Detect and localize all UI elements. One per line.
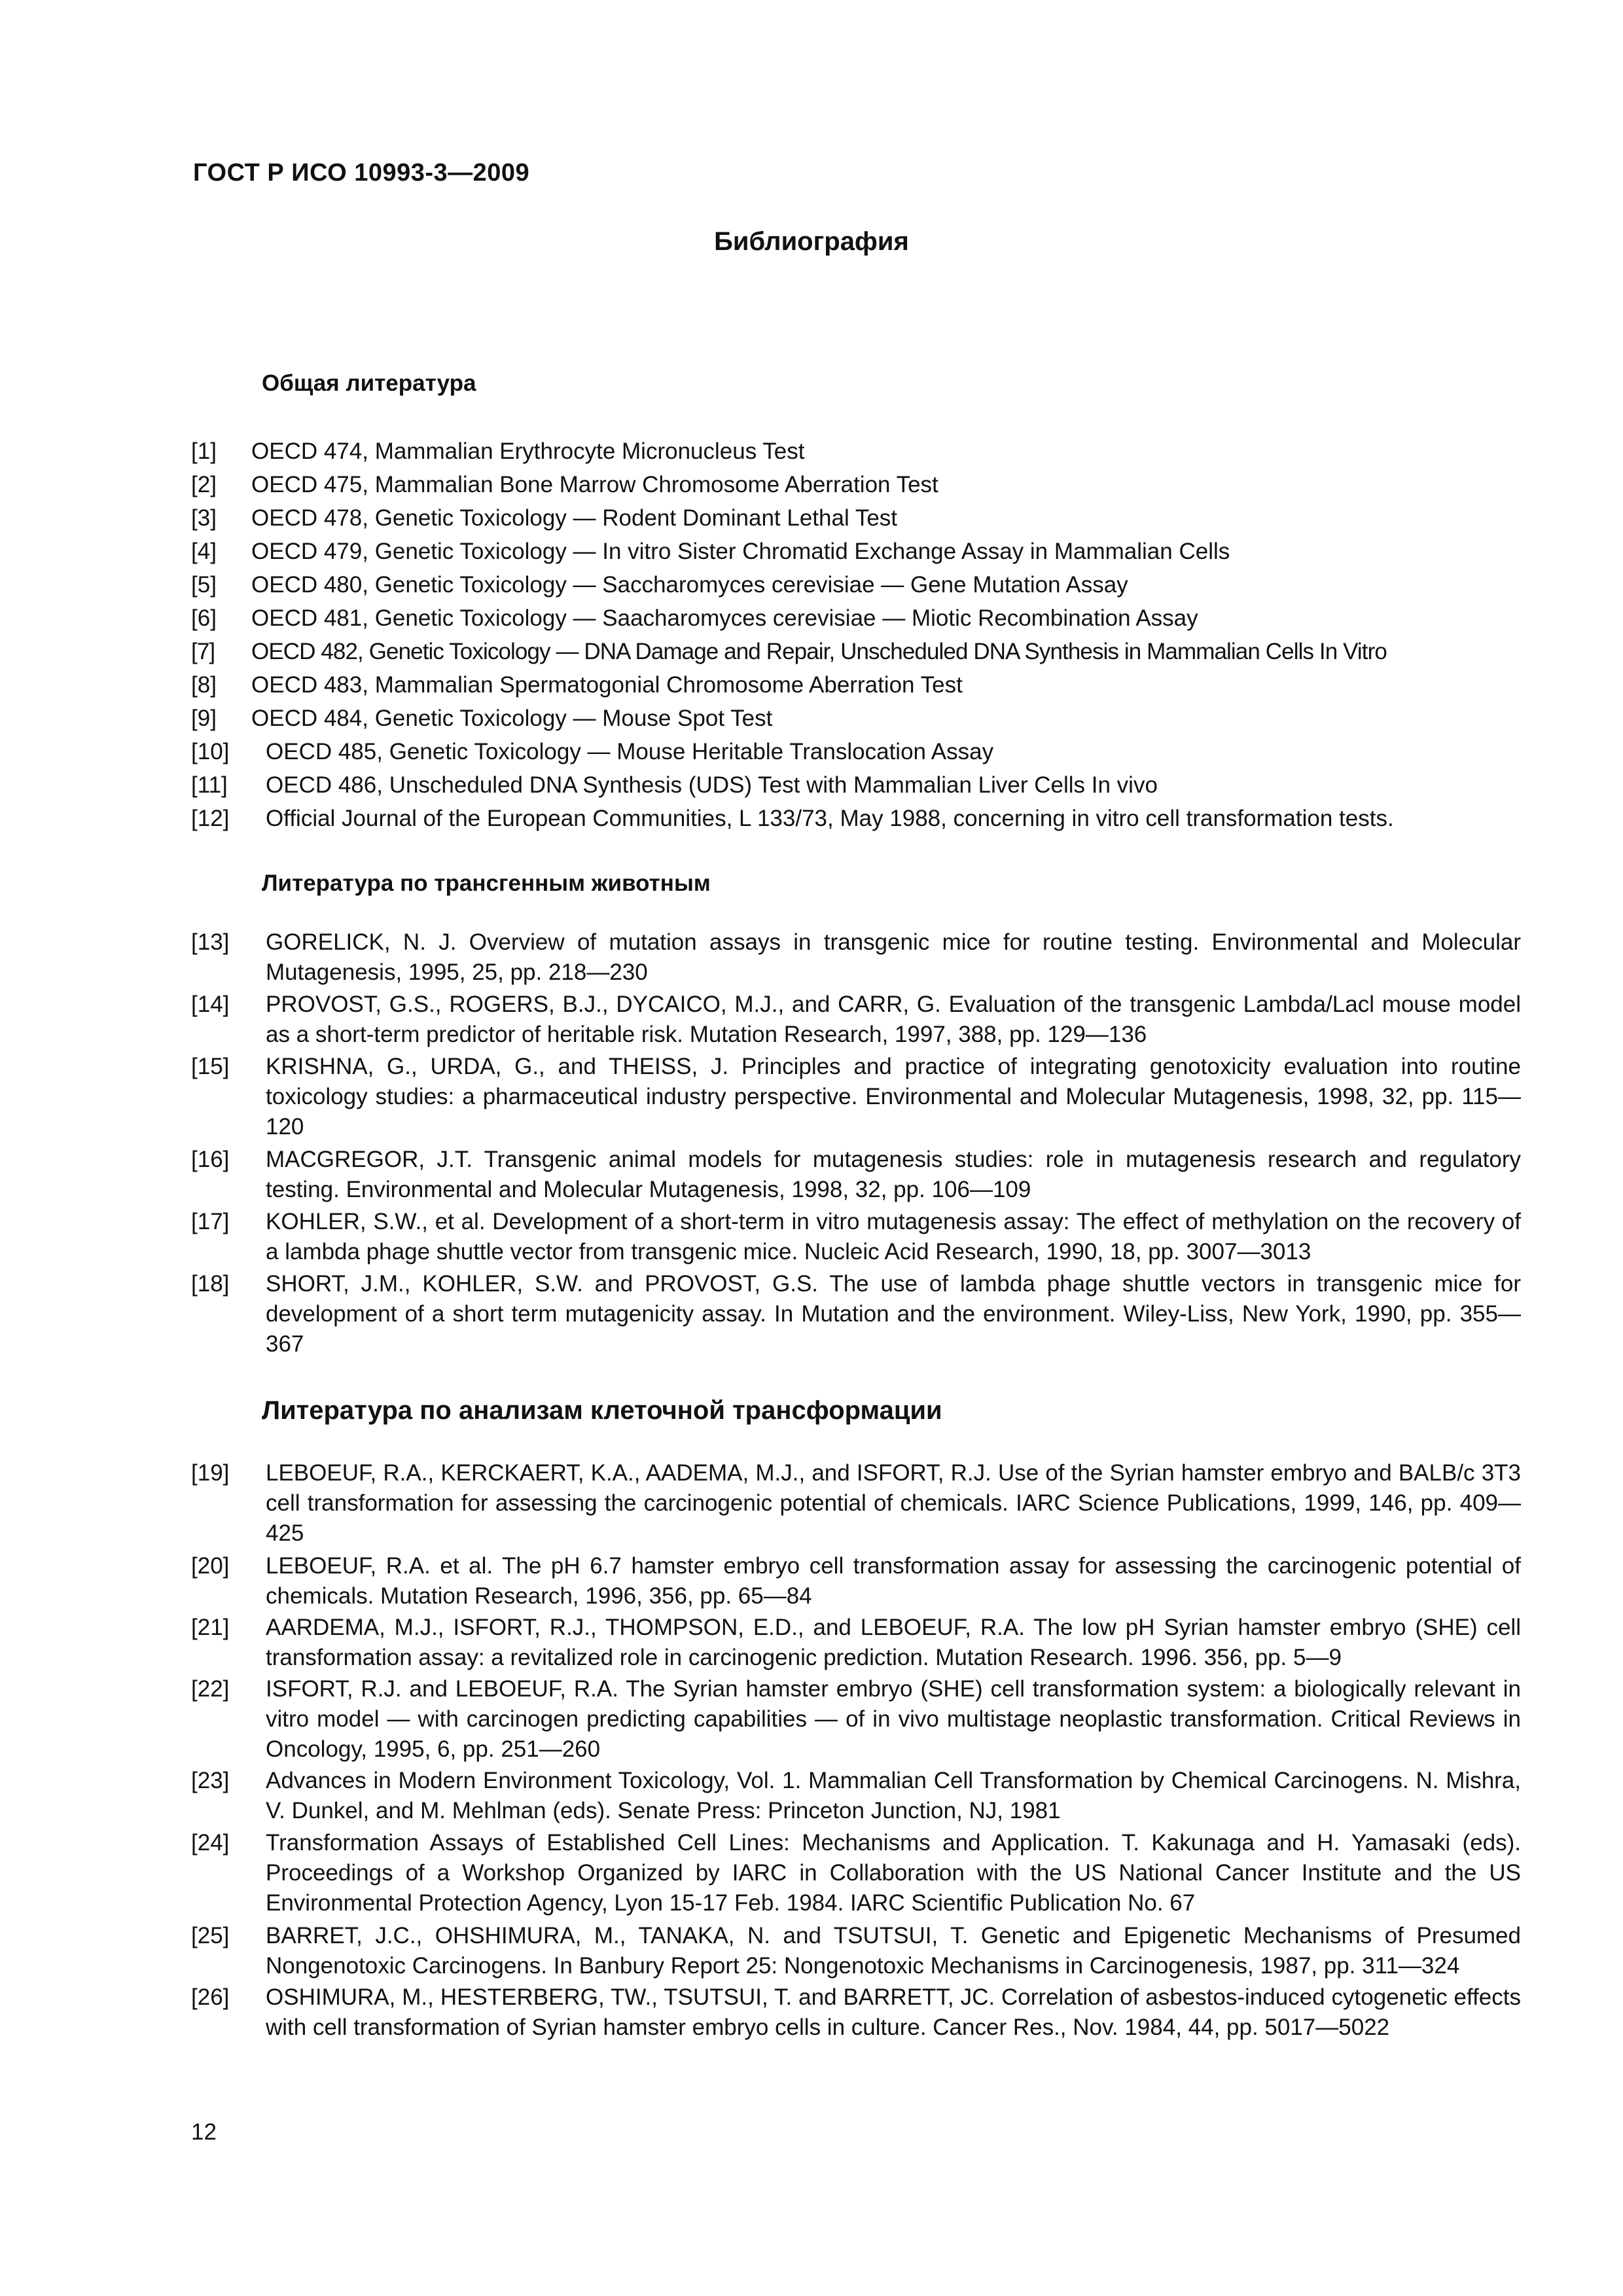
bibliography-entry xyxy=(191,770,1521,800)
entry-number: [2] xyxy=(191,472,217,497)
bibliography-entry xyxy=(191,603,1521,634)
entry-text: OSHIMURA, M., HESTERBERG, TW., TSUTSUI, T. and BARRETT, JC. Correlation of asbestos-induced cytogenetic effects with cell transformation of Syrian hamster embryo cells in culture. Cancer Res., Nov. 1984, 44, pp. 5017—5022 xyxy=(266,1984,1521,2040)
bibliography-entry xyxy=(191,927,1521,988)
bibliography-entry xyxy=(191,990,1521,1050)
entry-number: [9] xyxy=(191,706,217,731)
bibliography-entry xyxy=(191,1982,1521,2043)
entry-text: OECD 482, Genetic Toxicology — DNA Damage and Repair, Unscheduled DNA Synthesis in Mammalian Cells In Vitro xyxy=(251,639,1387,664)
bibliography-entry xyxy=(191,737,1521,767)
entry-text: OECD 484, Genetic Toxicology — Mouse Spot Test xyxy=(251,706,773,731)
bibliography-entry xyxy=(191,1921,1521,1981)
document-code: ГОСТ Р ИСО 10993-3—2009 xyxy=(193,159,530,187)
entry-number: [24] xyxy=(191,1830,230,1856)
bibliography-entry xyxy=(191,1458,1521,1549)
entry-text: OECD 478, Genetic Toxicology — Rodent Dominant Lethal Test xyxy=(251,505,898,531)
entry-text: OECD 474, Mammalian Erythrocyte Micronucleus Test xyxy=(251,439,805,464)
entry-number: [19] xyxy=(191,1460,230,1486)
entry-number: [3] xyxy=(191,505,217,531)
bibliography-entry xyxy=(191,537,1521,567)
section-heading-cell-transformation: Литература по анализам клеточной трансформации xyxy=(262,1396,942,1425)
entry-text: LEBOEUF, R.A. et al. The pH 6.7 hamster embryo cell transformation assay for assessing the carcinogenic potential of chemicals. Mutation Research, 1996, 356, pp. 65—84 xyxy=(266,1553,1521,1609)
entry-number: [8] xyxy=(191,672,217,698)
entry-number: [22] xyxy=(191,1676,230,1702)
bibliography-entry xyxy=(191,670,1521,700)
bibliography-entry xyxy=(191,470,1521,500)
bibliography-entry xyxy=(191,570,1521,600)
entry-number: [26] xyxy=(191,1984,230,2010)
entry-number: [1] xyxy=(191,439,217,464)
entry-number: [6] xyxy=(191,605,217,631)
entry-text: Advances in Modern Environment Toxicology, Vol. 1. Mammalian Cell Transformation by Chemical Carcinogens. N. Mishra, V. Dunkel, and M. Mehlman (eds). Senate Press: Princeton Junction, NJ, 1981 xyxy=(266,1768,1521,1823)
entry-text: GORELICK, N. J. Overview of mutation assays in transgenic mice for routine testing. Environmental and Molecular Mutagenesis, 1995, 25, pp. 218—230 xyxy=(266,929,1521,985)
section-heading-transgenic: Литература по трансгенным животным xyxy=(262,870,711,896)
bibliography-entry xyxy=(191,503,1521,533)
section-heading-general: Общая литература xyxy=(262,370,476,396)
entry-number: [12] xyxy=(191,806,230,831)
bibliography-entry xyxy=(191,1269,1521,1359)
entry-text: AARDEMA, M.J., ISFORT, R.J., THOMPSON, E.D., and LEBOEUF, R.A. The low pH Syrian hamster embryo (SHE) cell transformation assay: a revitalized role in carcinogenic prediction. Mutation Research. 1996. 356, pp. 5—9 xyxy=(266,1615,1521,1670)
bibliography-entry xyxy=(191,1766,1521,1826)
bibliography-entry xyxy=(191,704,1521,734)
entry-text: BARRET, J.C., OHSHIMURA, M., TANAKA, N. and TSUTSUI, T. Genetic and Epigenetic Mechanisms of Presumed Nongenotoxic Carcinogens. In Banbury Report 25: Nongenotoxic Mechanisms in Carcinogenesis, 1987, pp. 311—324 xyxy=(266,1923,1521,1979)
entry-text: PROVOST, G.S., ROGERS, B.J., DYCAICO, M.J., and CARR, G. Evaluation of the transgenic Lambda/Lacl mouse model as a short-term predictor of heritable risk. Mutation Research, 1997, 388, pp. 129—136 xyxy=(266,992,1521,1047)
entry-text: OECD 481, Genetic Toxicology — Saacharomyces cerevisiae — Miotic Recombination Assay xyxy=(251,605,1198,631)
entry-number: [13] xyxy=(191,929,230,955)
bibliography-entry xyxy=(191,637,1521,667)
entry-text: KRISHNA, G., URDA, G., and THEISS, J. Principles and practice of integrating genotoxicity evaluation into routine toxicology studies: a pharmaceutical industry perspective. Environmental and Molecular Mutagenesis, 1998, 32, pp. 115—120 xyxy=(266,1054,1521,1139)
entry-number: [20] xyxy=(191,1553,230,1579)
entry-number: [4] xyxy=(191,539,217,564)
bibliography-entry xyxy=(191,1674,1521,1765)
entry-text: MACGREGOR, J.T. Transgenic animal models for mutagenesis studies: role in mutagenesis research and regulatory testing. Environmental and Molecular Mutagenesis, 1998, 32, pp. 106—109 xyxy=(266,1147,1521,1202)
bibliography-entry xyxy=(191,1828,1521,1918)
bibliography-entry xyxy=(191,437,1521,467)
bibliography-entry xyxy=(191,804,1521,834)
entry-text: OECD 486, Unscheduled DNA Synthesis (UDS) Test with Mammalian Liver Cells In vivo xyxy=(266,772,1158,798)
entry-text: OECD 485, Genetic Toxicology — Mouse Heritable Translocation Assay xyxy=(266,739,994,764)
entry-number: [25] xyxy=(191,1923,230,1948)
entry-text: Official Journal of the European Communities, L 133/73, May 1988, concerning in vitro cell transformation tests. xyxy=(266,806,1394,831)
entry-number: [7] xyxy=(191,639,215,664)
entry-text: Transformation Assays of Established Cell Lines: Mechanisms and Application. T. Kakunaga and H. Yamasaki (eds). Proceedings of a Workshop Organized by IARC in Collaboration with the US National Cancer Institute and the US Environmental Protection Agency, Lyon 15-17 Feb. 1984. IARC Scientific Publication No. 67 xyxy=(266,1830,1521,1916)
page-number: 12 xyxy=(191,2119,217,2145)
bibliography-entry xyxy=(191,1551,1521,1611)
bibliography-entry xyxy=(191,1145,1521,1205)
entry-text: OECD 483, Mammalian Spermatogonial Chromosome Aberration Test xyxy=(251,672,963,698)
entry-number: [15] xyxy=(191,1054,230,1079)
bibliography-entry xyxy=(191,1052,1521,1142)
bibliography-entry xyxy=(191,1207,1521,1267)
entry-text: KOHLER, S.W., et al. Development of a short-term in vitro mutagenesis assay: The effect of methylation on the recovery of a lambda phage shuttle vector from transgenic mice. Nucleic Acid Research, 1990, 18, pp. 3007—3013 xyxy=(266,1209,1521,1265)
entry-number: [14] xyxy=(191,992,230,1017)
entry-text: SHORT, J.M., KOHLER, S.W. and PROVOST, G.S. The use of lambda phage shuttle vectors in transgenic mice for development of a short term mutagenicity assay. In Mutation and the environment. Wiley-Liss, New York, 1990, pp. 355—367 xyxy=(266,1271,1521,1357)
entry-number: [5] xyxy=(191,572,217,598)
entry-number: [11] xyxy=(191,772,228,798)
entry-number: [21] xyxy=(191,1615,230,1640)
entry-number: [10] xyxy=(191,739,230,764)
entry-number: [17] xyxy=(191,1209,230,1234)
entry-number: [23] xyxy=(191,1768,230,1793)
page-title: Библиография xyxy=(714,227,909,256)
entry-number: [18] xyxy=(191,1271,230,1297)
entry-text: LEBOEUF, R.A., KERCKAERT, K.A., AADEMA, M.J., and ISFORT, R.J. Use of the Syrian hamster embryo and BALB/c 3T3 cell transformation for assessing the carcinogenic potential of chemicals. IARC Science Publications, 1999, 146, pp. 409—425 xyxy=(266,1460,1521,1546)
bibliography-entry xyxy=(191,1613,1521,1673)
entry-text: OECD 475, Mammalian Bone Marrow Chromosome Aberration Test xyxy=(251,472,938,497)
entry-number: [16] xyxy=(191,1147,230,1172)
entry-text: ISFORT, R.J. and LEBOEUF, R.A. The Syrian hamster embryo (SHE) cell transformation system: a biologically relevant in vitro model — with carcinogen predicting capabilities — of in vivo multistage neoplastic transformation. Critical Reviews in Oncology, 1995, 6, pp. 251—260 xyxy=(266,1676,1521,1762)
entry-text: OECD 480, Genetic Toxicology — Saccharomyces cerevisiae — Gene Mutation Assay xyxy=(251,572,1128,598)
entry-text: OECD 479, Genetic Toxicology — In vitro Sister Chromatid Exchange Assay in Mammalian Cells xyxy=(251,539,1230,564)
